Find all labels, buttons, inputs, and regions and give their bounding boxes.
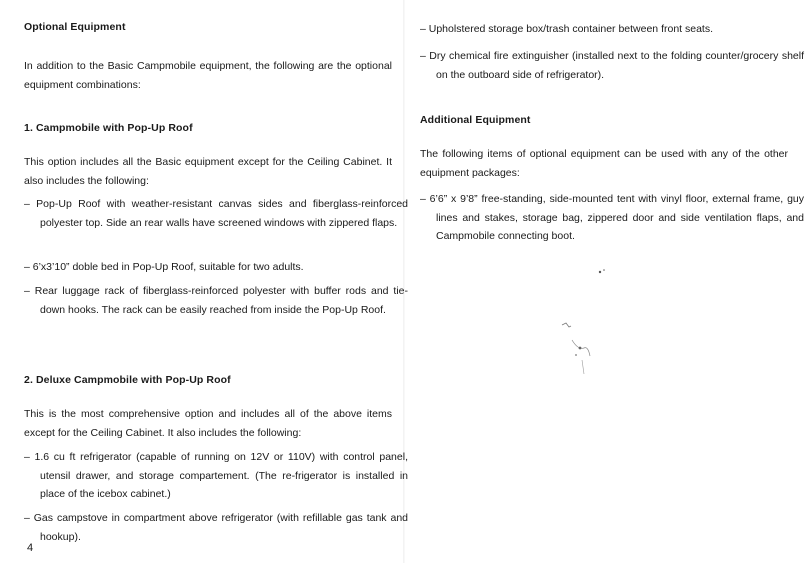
section2-intro: This is the most comprehensive option and includes all of the above items except for the Ceiling Cabinet. It also includes the following: — [24, 408, 392, 439]
item-tent: – 6’6” x 9’8” free-standing, side-mounted tent with vinyl floor, external frame, guy lines and stakes, storage bag, zippered door and side ventilation flaps, and Campmobile connecting boot. — [420, 193, 804, 242]
section2-item-campstove: – Gas campstove in compartment above refrigerator (with refillable gas tank and hookup). — [24, 512, 408, 543]
section2-title: 2. Deluxe Campmobile with Pop-Up Roof — [24, 374, 231, 386]
section1-title: 1. Campmobile with Pop-Up Roof — [24, 122, 193, 134]
intro-paragraph: In addition to the Basic Campmobile equipment, the following are the optional equipment combinations: — [24, 60, 392, 91]
heading-additional-equipment: Additional Equipment — [420, 114, 531, 126]
item-fire-extinguisher: – Dry chemical fire extinguisher (installed next to the folding counter/grocery shelf on the outboard side of refrigerator). — [420, 50, 804, 81]
section2-item-refrigerator: – 1.6 cu ft refrigerator (capable of running on 12V or 110V) with control panel, utensil drawer, and storage compartement. (The re-frigerator is installed in place of the icebox cabinet.) — [24, 451, 408, 500]
heading-optional-equipment: Optional Equipment — [24, 21, 126, 33]
section1-intro: This option includes all the Basic equipment except for the Ceiling Cabinet. It also includes the following: — [24, 156, 392, 187]
scan-smudge — [560, 260, 620, 390]
section1-item-poproof: – Pop-Up Roof with weather-resistant canvas sides and fiberglass-reinforced polyester top. Side an rear walls have screened windows with zippered flaps. — [24, 198, 408, 229]
item-storage-box: – Upholstered storage box/trash container between front seats. — [420, 23, 714, 35]
section1-item-bed: – 6’x3’10” doble bed in Pop-Up Roof, suitable for two adults. — [24, 261, 304, 273]
page-number: 4 — [27, 542, 34, 554]
section1-item-luggage-rack: – Rear luggage rack of fiberglass-reinforced polyester with buffer rods and tie-down hooks. The rack can be easily reached from inside the Pop-Up Roof. — [24, 285, 408, 316]
additional-intro: The following items of optional equipment can be used with any of the other equipment packages: — [420, 148, 788, 179]
